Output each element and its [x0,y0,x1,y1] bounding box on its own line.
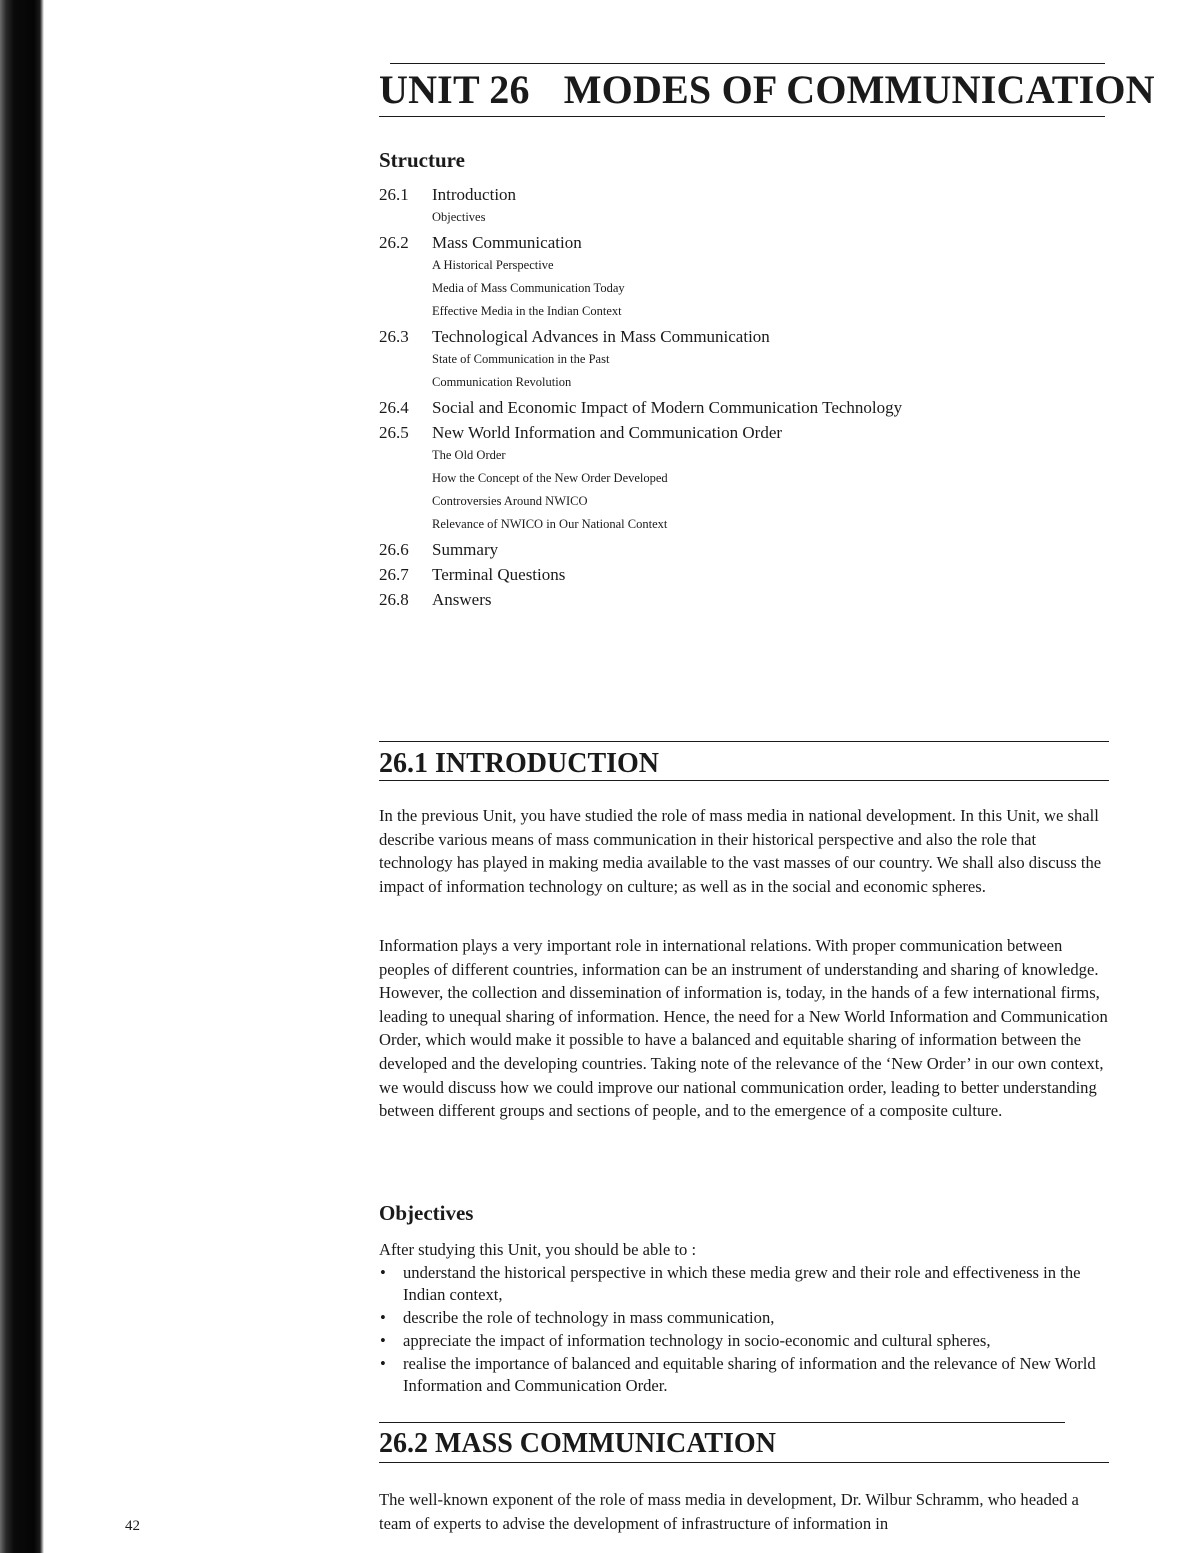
objectives-heading: Objectives [379,1201,474,1225]
introduction-paragraph-1: In the previous Unit, you have studied the role of mass media in national development. In this Unit, we shall describe various means of mass communication in their historical perspective and also the role that technology has played in making media available to the vast masses of our country. We shall also discuss the impact of information technology on culture; as well as in the social and economic spheres. [379,806,1102,896]
bullet-icon: • [380,1308,386,1327]
unit-heading: MODES OF COMMUNICATION [563,67,1155,112]
objectives-list [379,1262,1109,1398]
objective-text: understand the historical perspective in which these media grew and their role and effectiveness in the Indian context, [403,1263,1081,1304]
objective-text: describe the role of technology in mass communication, [403,1308,775,1327]
bullet-icon: • [380,1263,386,1282]
intro-bottom-rule [379,780,1109,781]
toc-entry [379,588,1099,611]
toc-entry-title: Mass Communication [432,233,582,252]
objective-item [379,1330,1109,1352]
toc-entry-line [379,231,1099,254]
toc-entry [379,231,1099,323]
toc-entry-number: 26.7 [379,565,409,584]
title-bottom-rule [379,116,1105,117]
toc-entry [379,538,1099,561]
toc-subentry: Relevance of NWICO in Our National Context [432,517,668,531]
toc-entry-title: Terminal Questions [432,565,566,584]
objective-item [379,1353,1109,1397]
toc-entry-number: 26.5 [379,423,409,442]
toc-entry-line [379,396,1099,419]
structure-heading: Structure [379,148,465,172]
toc-subentry: Controversies Around NWICO [432,494,588,508]
page-number: 42 [125,1518,140,1534]
toc-subentry: How the Concept of the New Order Developed [432,471,668,485]
toc-entry [379,421,1099,536]
toc-entry-title: Answers [432,590,492,609]
toc-entry [379,183,1099,229]
toc-entry-title: Introduction [432,185,517,204]
objective-text: realise the importance of balanced and equitable sharing of information and the relevance of New World Information and Communication Order. [403,1354,1096,1395]
toc-entry-number: 26.8 [379,590,409,609]
toc-entry-title: Social and Economic Impact of Modern Communication Technology [432,398,903,417]
scan-binding-edge [0,0,44,1553]
toc-entry-line [379,421,1099,444]
unit-number: UNIT 26 [379,67,530,112]
toc-entry-line [379,588,1099,611]
toc-entry-line [379,183,1099,206]
introduction-heading: 26.1 INTRODUCTION [379,748,660,779]
toc-subentry: State of Communication in the Past [432,352,610,366]
toc-subentry: Media of Mass Communication Today [432,281,625,295]
objectives-intro: After studying this Unit, you should be able to : [379,1240,697,1259]
toc-subentry: Objectives [432,210,486,224]
title-top-rule [390,63,1105,64]
mass-communication-heading: 26.2 MASS COMMUNICATION [379,1428,776,1459]
toc-entry-title: Summary [432,540,499,559]
toc-entry-title: Technological Advances in Mass Communication [432,327,770,346]
toc-entry-number: 26.1 [379,185,409,204]
toc-entry-number: 26.2 [379,233,409,252]
toc-entry [379,396,1099,419]
toc-subentry: Effective Media in the Indian Context [432,304,622,318]
mass-comm-bottom-rule [379,1462,1109,1463]
mass-communication-paragraph-1: The well-known exponent of the role of mass media in development, Dr. Wilbur Schramm, who headed a team of experts to advise the development of infrastructure of information in [379,1490,1079,1533]
introduction-paragraph-2: Information plays a very important role in international relations. With proper communication between peoples of different countries, information can be an instrument of understanding and sharing of knowledge. However, the collection and dissemination of information is, today, in the hands of a few international firms, leading to unequal sharing of information. Hence, the need for a New World Information and Communication Order, which would make it possible to have a balanced and equitable sharing of information between the developed and the developing countries. Taking note of the relevance of the ‘New Order’ in our own context, we would discuss how we could improve our national communication order, leading to better understanding between different groups and sections of people, and to the emergence of a composite culture. [379,936,1108,1121]
toc-entry [379,325,1099,394]
toc-entry-number: 26.4 [379,398,409,417]
toc-subentry: A Historical Perspective [432,258,554,272]
toc-entry-line [379,325,1099,348]
toc-entry-line [379,563,1099,586]
unit-title [379,66,1155,113]
bullet-icon: • [380,1354,386,1373]
toc-subentry: Communication Revolution [432,375,572,389]
toc-entry-title: New World Information and Communication Order [432,423,783,442]
objective-item [379,1262,1109,1306]
toc-entry-number: 26.3 [379,327,409,346]
table-of-contents [379,183,1099,613]
toc-subentry: The Old Order [432,448,506,462]
objective-item [379,1307,1109,1329]
toc-entry-number: 26.6 [379,540,409,559]
intro-top-rule [379,741,1109,742]
bullet-icon: • [380,1331,386,1350]
mass-comm-top-rule [379,1422,1065,1423]
toc-entry-line [379,538,1099,561]
objective-text: appreciate the impact of information technology in socio-economic and cultural spheres, [403,1331,991,1350]
toc-entry [379,563,1099,586]
